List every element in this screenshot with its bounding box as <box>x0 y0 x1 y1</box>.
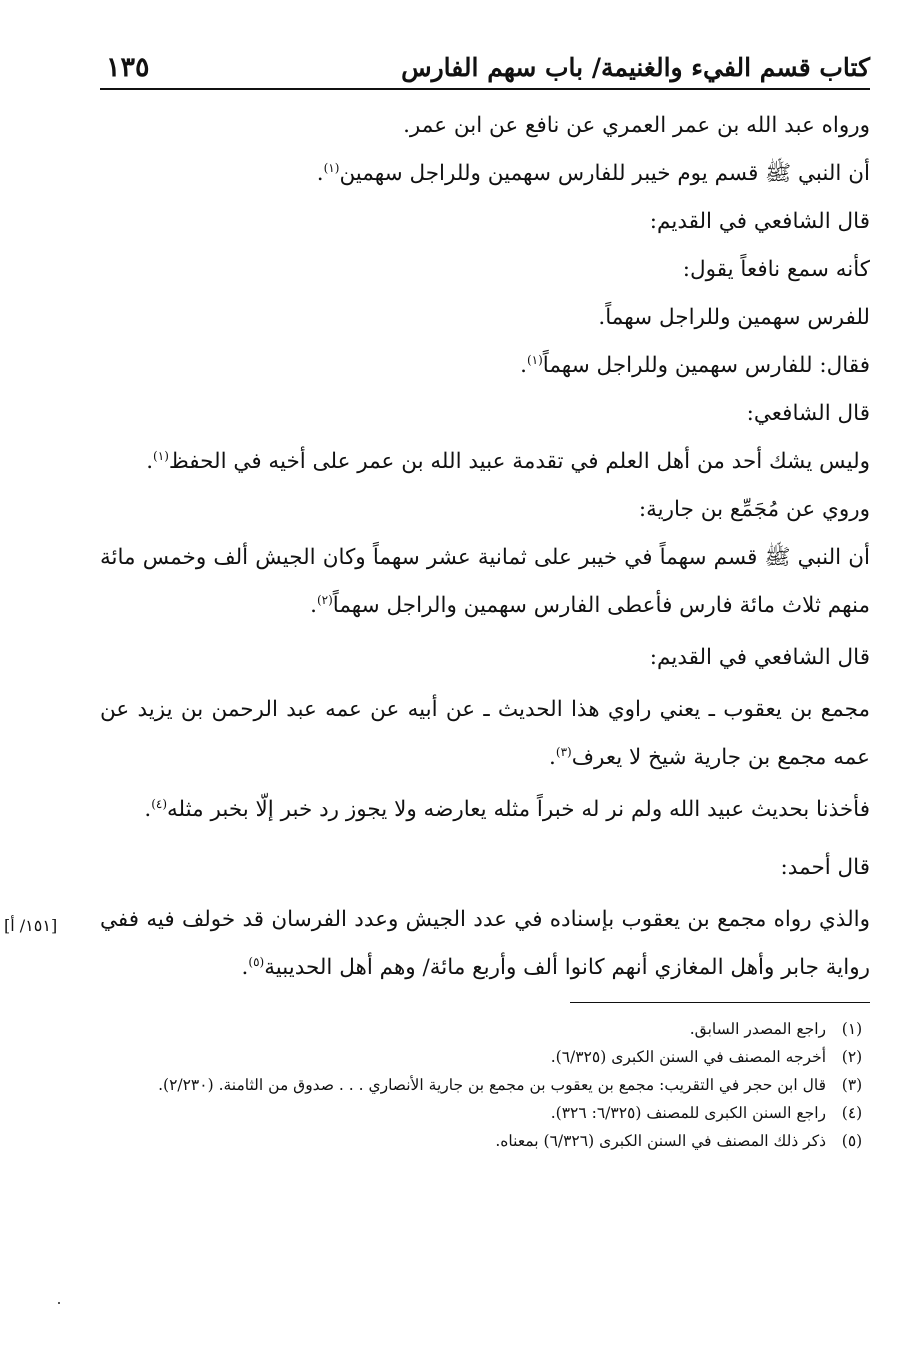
footnote-ref: (١) <box>153 449 169 463</box>
paragraph: وليس يشك أحد من أهل العلم في تقدمة عبيد الله بن عمر على أخيه في الحفظ$^{(١)}$. <box>146 449 870 474</box>
footnote-number: (٥) <box>841 1132 863 1150</box>
footnotes <box>100 1015 870 1155</box>
footnote-ref: (١) <box>323 161 340 175</box>
footnote-number: (١) <box>841 1020 863 1038</box>
footnote-ref: (٣) <box>555 745 572 759</box>
footnote-ref: (٢) <box>316 593 333 607</box>
footnote-ref: (٤) <box>151 797 168 811</box>
footnote-ref: (٥) <box>248 955 265 969</box>
paragraph: كأنه سمع نافعاً يقول: <box>682 257 870 282</box>
footnote: (٢) أخرجه المصنف في السنن الكبرى (٦/٣٢٥). <box>100 1043 870 1071</box>
footnote: (١) راجع المصدر السابق. <box>100 1015 870 1043</box>
manuscript-folio-marker: [١٥١/ أ] <box>4 916 58 935</box>
paragraph: فأخذنا بحديث عبيد الله ولم نر له خبراً مثله يعارضه ولا يجوز رد خبر إلّا بخبر مثله$^{(٤)}$. <box>144 797 870 822</box>
paragraph: قال الشافعي: <box>746 401 870 426</box>
paragraph: [١٥١/ أ] والذي رواه مجمع بن يعقوب بإسناده في عدد الجيش وعدد الفرسان قد خولف فيه ففي رواية جابر وأهل المغازي أنهم كانوا ألف وأربع مائة/ وهم أهل الحديبية$^{(٥)}$. <box>100 896 870 992</box>
paragraph: قال الشافعي في القديم: <box>649 209 870 234</box>
book-page <box>4 40 870 1155</box>
paragraph: وروي عن مُجَمِّع بن جارية: <box>638 497 870 522</box>
footnote-number: (٣) <box>841 1076 863 1094</box>
footnote: (٤) راجع السنن الكبرى للمصنف (٦/٣٢٥: ٣٢٦). <box>100 1099 870 1127</box>
footnote-number: (٢) <box>841 1048 863 1066</box>
scan-speck <box>58 1302 60 1304</box>
footnote: (٥) ذكر ذلك المصنف في السنن الكبرى (٦/٣٢٦) بمعناه. <box>100 1127 870 1155</box>
main-text <box>4 102 870 992</box>
page-header <box>100 40 870 90</box>
paragraph: قال الشافعي في القديم: <box>649 645 870 670</box>
paragraph: مجمع بن يعقوب ـ يعني راوي هذا الحديث ـ عن أبيه عن عمه عبد الرحمن بن يزيد عن عمه مجمع بن جارية شيخ لا يعرف$^{(٣)}$. <box>100 697 870 770</box>
footnote-number: (٤) <box>841 1104 863 1122</box>
footnote-separator <box>570 1002 870 1003</box>
running-title: كتاب قسم الفيء والغنيمة/ باب سهم الفارس <box>401 53 870 82</box>
paragraph: ورواه عبد الله بن عمر العمري عن نافع عن ابن عمر. <box>403 113 870 138</box>
footnote-ref: (١) <box>526 353 543 367</box>
footnote: (٣) قال ابن حجر في التقريب: مجمع بن يعقوب بن مجمع بن جارية الأنصاري . . . صدوق من الثامنة. (٢/٢٣٠). <box>100 1071 870 1099</box>
paragraph: للفرس سهمين وللراجل سهماً. <box>598 305 870 330</box>
paragraph: قال أحمد: <box>780 855 870 880</box>
paragraph: أن النبي ﷺ قسم سهماً في خيبر على ثمانية عشر سهماً وكان الجيش ألف وخمس مائة منهم ثلاث مائة فارس فأعطى الفارس سهمين والراجل سهماً$^{(٢)}$. <box>100 545 870 618</box>
paragraph: فقال: للفارس سهمين وللراجل سهماً$^{(١)}$. <box>520 353 870 378</box>
page-number: ١٣٥ <box>106 52 150 83</box>
paragraph: أن النبي ﷺ قسم يوم خيبر للفارس سهمين وللراجل سهمين$^{(١)}$. <box>316 161 870 186</box>
